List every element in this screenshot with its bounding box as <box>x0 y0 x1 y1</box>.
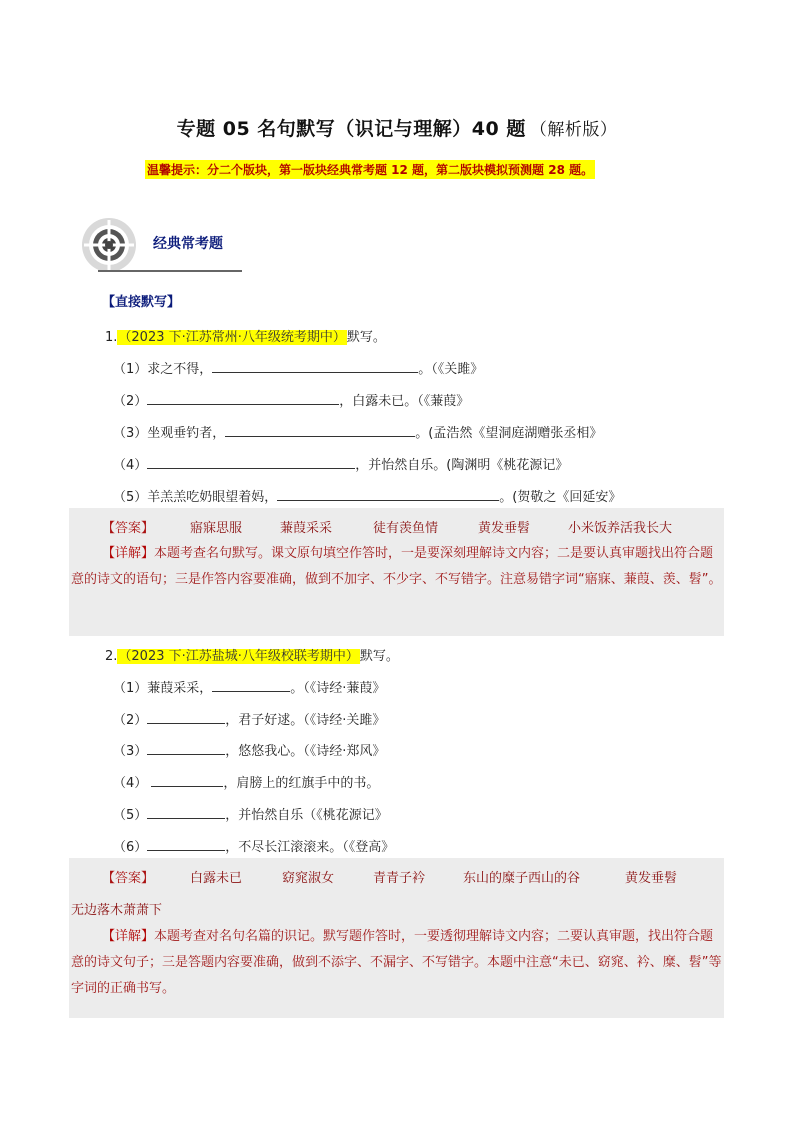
line-text: ，悠悠我心。（《诗经·郑风》 <box>225 744 386 759</box>
answer-blank[interactable] <box>147 806 225 819</box>
answer-label: 【答案】 <box>102 521 155 536</box>
answer-item: 徒有羡鱼情 <box>373 521 439 536</box>
title-main: 专题 05 名句默写（识记与理解）40 题 <box>176 118 526 140</box>
detail-label: 【详解】 <box>102 929 155 944</box>
question-number: 1. <box>105 330 118 345</box>
section-title: 经典常考题 <box>153 236 223 252</box>
line-text: （1）求之不得， <box>113 362 213 377</box>
q2-line-2 <box>113 709 385 728</box>
answer-label: 【答案】 <box>102 871 155 886</box>
line-text: 。（《关雎》 <box>418 362 484 377</box>
answer-blank[interactable] <box>225 424 415 437</box>
answer-blank[interactable] <box>212 360 418 373</box>
answer-blank[interactable] <box>147 392 339 405</box>
line-text: （5）羊羔羔吃奶眼望着妈， <box>113 490 278 505</box>
target-icon <box>80 216 138 274</box>
line-text: 。(孟浩然《望洞庭湖赠张丞相》 <box>415 426 603 441</box>
q1-line-5 <box>113 486 621 505</box>
q2-line-5 <box>113 804 388 823</box>
line-text: ，不尽长江滚滚来。（《登高》 <box>225 840 395 855</box>
line-text: （6） <box>113 840 148 855</box>
answer-blank[interactable] <box>212 679 290 692</box>
line-text: （3）坐观垂钓者， <box>113 426 226 441</box>
line-text: 。（《诗经·蒹葭》 <box>290 681 386 696</box>
line-text: ，并怡然自乐（《桃花源记》 <box>225 808 388 823</box>
q1-line-2 <box>113 390 469 409</box>
q2-answer-box <box>69 858 724 1018</box>
answer-blank[interactable] <box>147 711 225 724</box>
line-text: ，并怡然自乐。(陶渊明《桃花源记》 <box>355 458 569 473</box>
answer-blank[interactable] <box>147 456 355 469</box>
section-underline <box>98 270 242 272</box>
q2-line-1 <box>113 677 385 696</box>
line-text: （2） <box>113 713 148 728</box>
q1-line-1 <box>113 358 483 377</box>
tip-banner: 温馨提示：分二个版块，第一版块经典常考题 12 题，第二版块模拟预测题 28 题。 <box>145 160 595 179</box>
detail-body: 本题考查名句默写。课文原句填空作答时，一是要深刻理解诗文内容；二是要认真审题找出符合题意的诗文的语句；三是作答内容要准确，做到不加字、不少字、不写错字。注意易错字词“寤寐、蒹葭、羡、髫”。 <box>71 546 722 587</box>
answer-item: 无边落木萧萧下 <box>71 903 163 918</box>
line-text: （4） <box>113 458 148 473</box>
answer-item: 白露未已 <box>190 871 243 886</box>
question-2-heading <box>105 645 399 664</box>
question-1-heading <box>105 326 386 345</box>
detail-body: 本题考查对名句名篇的识记。默写题作答时，一要透彻理解诗文内容；二要认真审题，找出符合题意的诗文句子；三是答题内容要准确，做到不添字、不漏字、不写错字。本题中注意“未已、窈窕、衿、糜、髫”等字词的正确书写。 <box>71 929 722 996</box>
answer-item: 黄发垂髫 <box>625 871 678 886</box>
question-prompt: 默写。 <box>359 649 399 664</box>
answer-item: 青青子衿 <box>373 871 426 886</box>
line-text: （2） <box>113 394 148 409</box>
line-text: （3） <box>113 744 148 759</box>
answer-item: 窈窕淑女 <box>282 871 335 886</box>
question-prompt: 默写。 <box>346 330 386 345</box>
q2-line-4 <box>113 772 379 791</box>
q2-line-3 <box>113 740 385 759</box>
answer-blank[interactable] <box>151 774 223 787</box>
q1-line-3 <box>113 422 602 441</box>
q1-answer-box <box>69 508 724 636</box>
answer-blank[interactable] <box>147 742 225 755</box>
category-label: 【直接默写】 <box>102 295 181 310</box>
line-text: （1）蒹葭采采， <box>113 681 213 696</box>
title-sub: （解析版） <box>529 120 618 140</box>
answer-item: 黄发垂髫 <box>478 521 531 536</box>
line-text: ，君子好逑。（《诗经·关雎》 <box>225 713 386 728</box>
detail-text <box>71 924 722 1002</box>
answer-item: 蒹葭采采 <box>280 521 333 536</box>
line-text: （4） <box>113 776 152 791</box>
answer-item: 东山的糜子西山的谷 <box>463 871 581 886</box>
line-text: ，白露未已。（《蒹葭》 <box>339 394 470 409</box>
page-title <box>0 114 794 141</box>
line-text: 。(贺敬之《回延安》 <box>499 490 622 505</box>
line-text: （5） <box>113 808 148 823</box>
q1-line-4 <box>113 454 568 473</box>
q2-line-6 <box>113 836 394 855</box>
question-source: （2023 下·江苏盐城·八年级校联考期中） <box>118 649 359 664</box>
answer-blank[interactable] <box>277 488 499 501</box>
detail-label: 【详解】 <box>102 546 155 561</box>
answer-item: 小米饭养活我长大 <box>568 521 673 536</box>
answer-item: 寤寐思服 <box>190 521 243 536</box>
question-source: （2023 下·江苏常州·八年级统考期中） <box>118 330 346 345</box>
question-number: 2. <box>105 649 118 664</box>
line-text: ，肩膀上的红旗手中的书。 <box>223 776 380 791</box>
detail-text <box>71 541 722 593</box>
answer-blank[interactable] <box>147 838 225 851</box>
